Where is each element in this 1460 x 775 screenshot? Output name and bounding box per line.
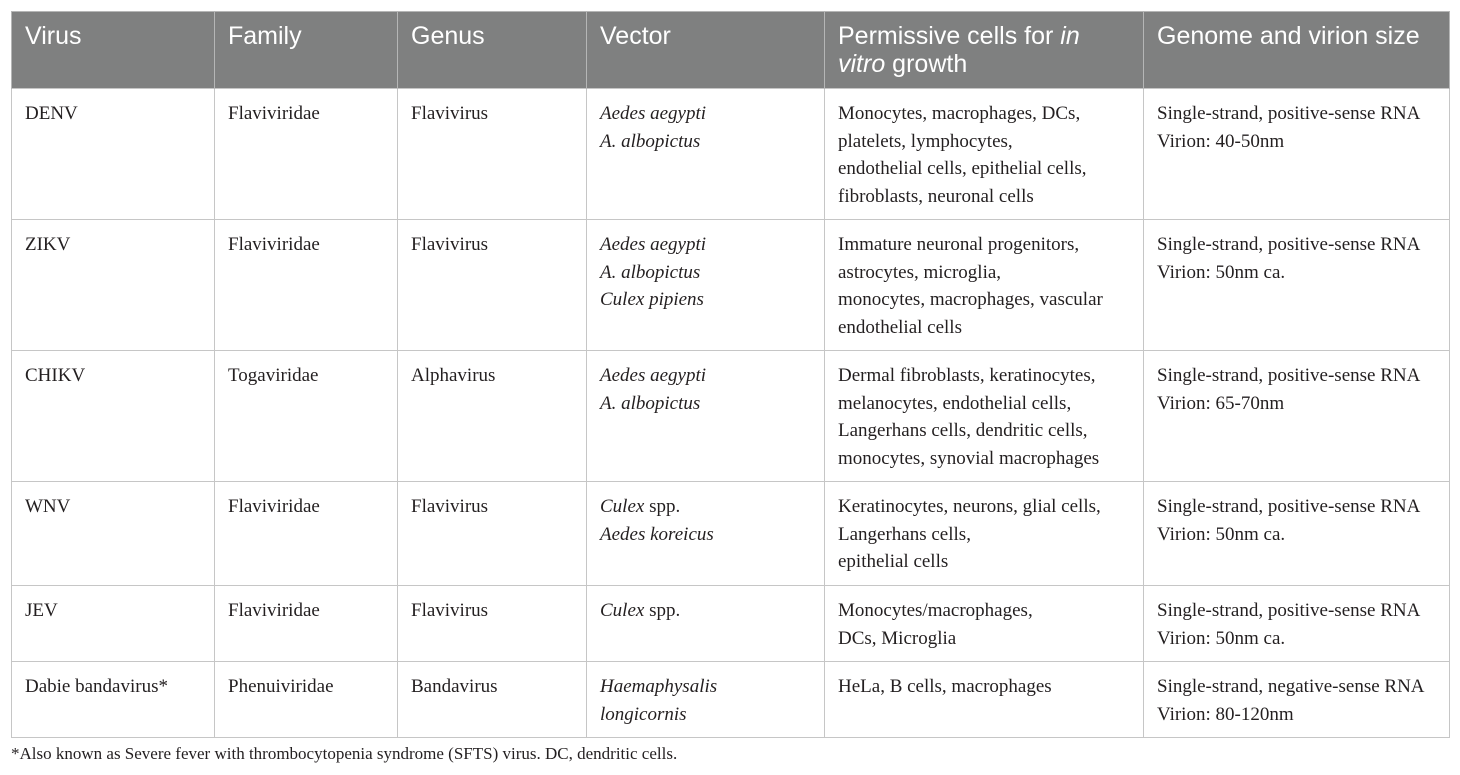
cell-virus: Dabie bandavirus* [12,662,215,738]
cells-line: Monocytes, macrophages, DCs, [838,103,1081,124]
cell-permissive-cells [825,482,1144,586]
cells-line: HeLa, B cells, macrophages [838,676,1052,697]
cells-line: astrocytes, microglia, [838,261,1002,283]
cell-genome [1144,351,1450,482]
table-footnote: *Also known as Severe fever with thrombocytopenia syndrome (SFTS) virus. DC, dendritic cells. [11,744,678,763]
vector-suffix: spp. [644,600,681,621]
header-cells-text-2: growth [885,50,968,78]
cell-genus: Bandavirus [398,662,587,738]
vector-line [600,521,814,549]
vector-line: longicornis [600,703,687,725]
header-cells-italic: in vitro [838,22,1080,78]
cells-line: melanocytes, endothelial cells, [838,392,1072,414]
virion-size: Virion: 50nm ca. [1157,627,1286,649]
cell-virus: WNV [12,482,215,586]
cell-virus: DENV [12,89,215,220]
cells-line: Keratinocytes, neurons, glial cells, [838,496,1101,517]
vector-line: Aedes aegypti [600,103,707,124]
cells-line: monocytes, macrophages, vascular [838,289,1103,310]
header-cells-text-1: Permissive cells for [838,22,1061,50]
cell-vector [587,586,825,662]
vector-species-italic: Aedes koreicus [600,523,714,545]
cells-line: Langerhans cells, [838,523,971,545]
cells-line: epithelial cells [838,551,949,572]
genome-line: Single-strand, positive-sense RNA [1157,103,1421,124]
genome-line: Single-strand, negative-sense RNA [1157,676,1425,697]
cells-line: fibroblasts, neuronal cells [838,185,1034,207]
virion-size: Virion: 80-120nm [1157,703,1294,725]
cell-vector [587,220,825,351]
vector-suffix: spp. [644,496,681,517]
vector-line: A. albopictus [600,130,701,152]
cell-vector [587,482,825,586]
genome-line: Single-strand, positive-sense RNA [1157,365,1421,386]
header-permissive-cells [825,12,1144,89]
cell-genome [1144,89,1450,220]
cells-line: platelets, lymphocytes, [838,130,1013,152]
cell-virus: ZIKV [12,220,215,351]
cell-family: Flaviviridae [215,89,398,220]
cell-genome [1144,220,1450,351]
genome-line: Single-strand, positive-sense RNA [1157,496,1421,517]
virus-table [11,11,1450,738]
table-row [12,89,1450,220]
cell-genome [1144,482,1450,586]
cell-genus: Flavivirus [398,482,587,586]
cell-genus: Flavivirus [398,220,587,351]
header-genus: Genus [398,12,587,89]
cell-vector [587,662,825,738]
cell-permissive-cells [825,89,1144,220]
header-vector: Vector [587,12,825,89]
table-body [12,89,1450,738]
cell-virus: JEV [12,586,215,662]
table-row [12,351,1450,482]
cell-permissive-cells [825,662,1144,738]
cells-line: DCs, Microglia [838,627,957,649]
vector-line: Aedes aegypti [600,365,707,386]
virion-size: Virion: 50nm ca. [1157,523,1286,545]
cell-genus: Flavivirus [398,89,587,220]
cell-vector [587,89,825,220]
cells-line: endothelial cells, epithelial cells, [838,158,1087,179]
cell-genome [1144,662,1450,738]
table-row [12,662,1450,738]
table-row [12,586,1450,662]
vector-line: Aedes aegypti [600,234,707,255]
cells-line: monocytes, synovial macrophages [838,447,1100,469]
header-family: Family [215,12,398,89]
virion-size: Virion: 65-70nm [1157,392,1285,414]
table-row [12,482,1450,586]
vector-line: A. albopictus [600,261,701,283]
cell-permissive-cells [825,586,1144,662]
cell-genome [1144,586,1450,662]
cells-line: Dermal fibroblasts, keratinocytes, [838,365,1096,386]
cell-genus: Flavivirus [398,586,587,662]
header-virus: Virus [12,12,215,89]
cells-line: Langerhans cells, dendritic cells, [838,420,1088,441]
header-row [12,12,1450,89]
cells-line: endothelial cells [838,316,962,338]
vector-genus-italic: Culex [600,496,645,517]
vector-line: A. albopictus [600,392,701,414]
cell-genus: Alphavirus [398,351,587,482]
vector-genus-italic: Culex [600,600,645,621]
table-header [12,12,1450,89]
genome-line: Single-strand, positive-sense RNA [1157,600,1421,621]
table-row [12,220,1450,351]
header-genome: Genome and virion size [1144,12,1450,89]
cell-family: Phenuiviridae [215,662,398,738]
vector-line: Haemaphysalis [600,676,718,697]
cell-vector [587,351,825,482]
cell-family: Flaviviridae [215,220,398,351]
cell-virus: CHIKV [12,351,215,482]
cell-permissive-cells [825,351,1144,482]
virion-size: Virion: 40-50nm [1157,130,1285,152]
vector-line [600,493,814,521]
virus-table-container [11,11,1449,738]
vector-line: Culex pipiens [600,289,704,310]
genome-line: Single-strand, positive-sense RNA [1157,234,1421,255]
cell-family: Flaviviridae [215,586,398,662]
cell-family: Togaviridae [215,351,398,482]
cells-line: Immature neuronal progenitors, [838,234,1080,255]
cell-permissive-cells [825,220,1144,351]
virion-size: Virion: 50nm ca. [1157,261,1286,283]
cell-family: Flaviviridae [215,482,398,586]
cells-line: Monocytes/macrophages, [838,600,1033,621]
vector-line [600,597,814,625]
